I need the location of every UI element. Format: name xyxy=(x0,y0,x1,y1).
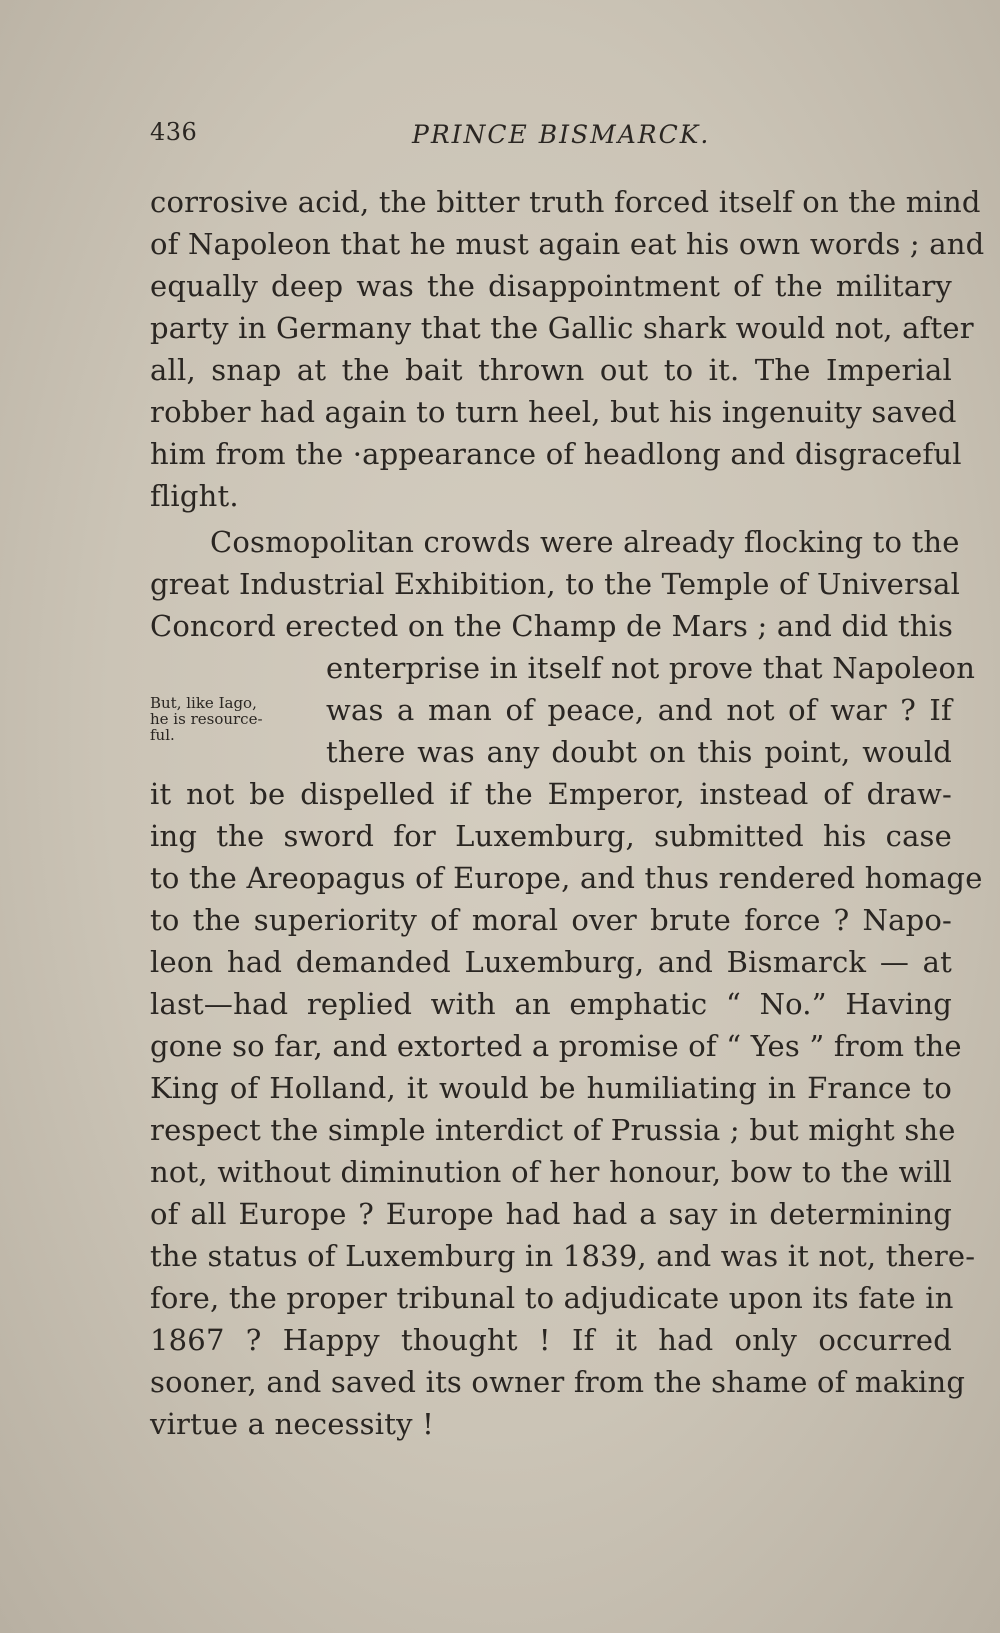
page-header xyxy=(150,118,910,158)
text-line: was a man of peace, and not of war ? If xyxy=(326,693,952,727)
text-line: it not be dispelled if the Emperor, instead of draw- xyxy=(150,777,952,811)
margin-note-line: ful. xyxy=(150,726,175,744)
text-line: great Industrial Exhibition, to the Temple of Universal xyxy=(150,567,961,601)
text-line: the status of Luxemburg in 1839, and was it not, there- xyxy=(150,1239,976,1273)
text-line: equally deep was the disappointment of the military xyxy=(150,269,952,303)
margin-note xyxy=(150,695,300,743)
text-line: respect the simple interdict of Prussia ; but might she xyxy=(150,1113,956,1147)
text-line: Cosmopolitan crowds were already flocking to the xyxy=(210,525,960,559)
text-line: him from the ·appearance of headlong and disgraceful xyxy=(150,437,962,471)
text-line: sooner, and saved its owner from the shame of making xyxy=(150,1365,966,1399)
page-number: 436 xyxy=(150,118,198,146)
text-line: not, without diminution of her honour, bow to the will xyxy=(150,1155,952,1189)
text-line: virtue a necessity ! xyxy=(150,1407,434,1441)
text-line: 1867 ? Happy thought ! If it had only occurred xyxy=(150,1323,952,1357)
text-line: flight. xyxy=(150,479,239,513)
text-line: of all Europe ? Europe had had a say in determining xyxy=(150,1197,952,1231)
text-line: to the superiority of moral over brute force ? Napo- xyxy=(150,903,952,937)
text-line: party in Germany that the Gallic shark would not, after xyxy=(150,311,974,345)
text-line: Concord erected on the Champ de Mars ; and did this xyxy=(150,609,954,643)
text-line: robber had again to turn heel, but his ingenuity saved xyxy=(150,395,957,429)
margin-note-line: he is resource- xyxy=(150,710,263,728)
text-line: to the Areopagus of Europe, and thus rendered homage xyxy=(150,861,983,895)
text-line: corrosive acid, the bitter truth forced itself on the mind xyxy=(150,185,981,219)
running-head: PRINCE BISMARCK. xyxy=(412,120,711,149)
text-line: enterprise in itself not prove that Napoleon xyxy=(326,651,976,685)
text-line: King of Holland, it would be humiliating in France to xyxy=(150,1071,952,1105)
text-line: gone so far, and extorted a promise of “ Yes ” from the xyxy=(150,1029,962,1063)
text-line: all, snap at the bait thrown out to it. The Imperial xyxy=(150,353,952,387)
text-line: fore, the proper tribunal to adjudicate upon its fate in xyxy=(150,1281,954,1315)
margin-note-line: But, like Iago, xyxy=(150,694,257,712)
text-line: ing the sword for Luxemburg, submitted his case xyxy=(150,819,952,853)
text-line: last—had replied with an emphatic “ No.” Having xyxy=(150,987,952,1021)
text-line: there was any doubt on this point, would xyxy=(326,735,952,769)
text-line: leon had demanded Luxemburg, and Bismarck — at xyxy=(150,945,952,979)
text-line: of Napoleon that he must again eat his own words ; and xyxy=(150,227,985,261)
